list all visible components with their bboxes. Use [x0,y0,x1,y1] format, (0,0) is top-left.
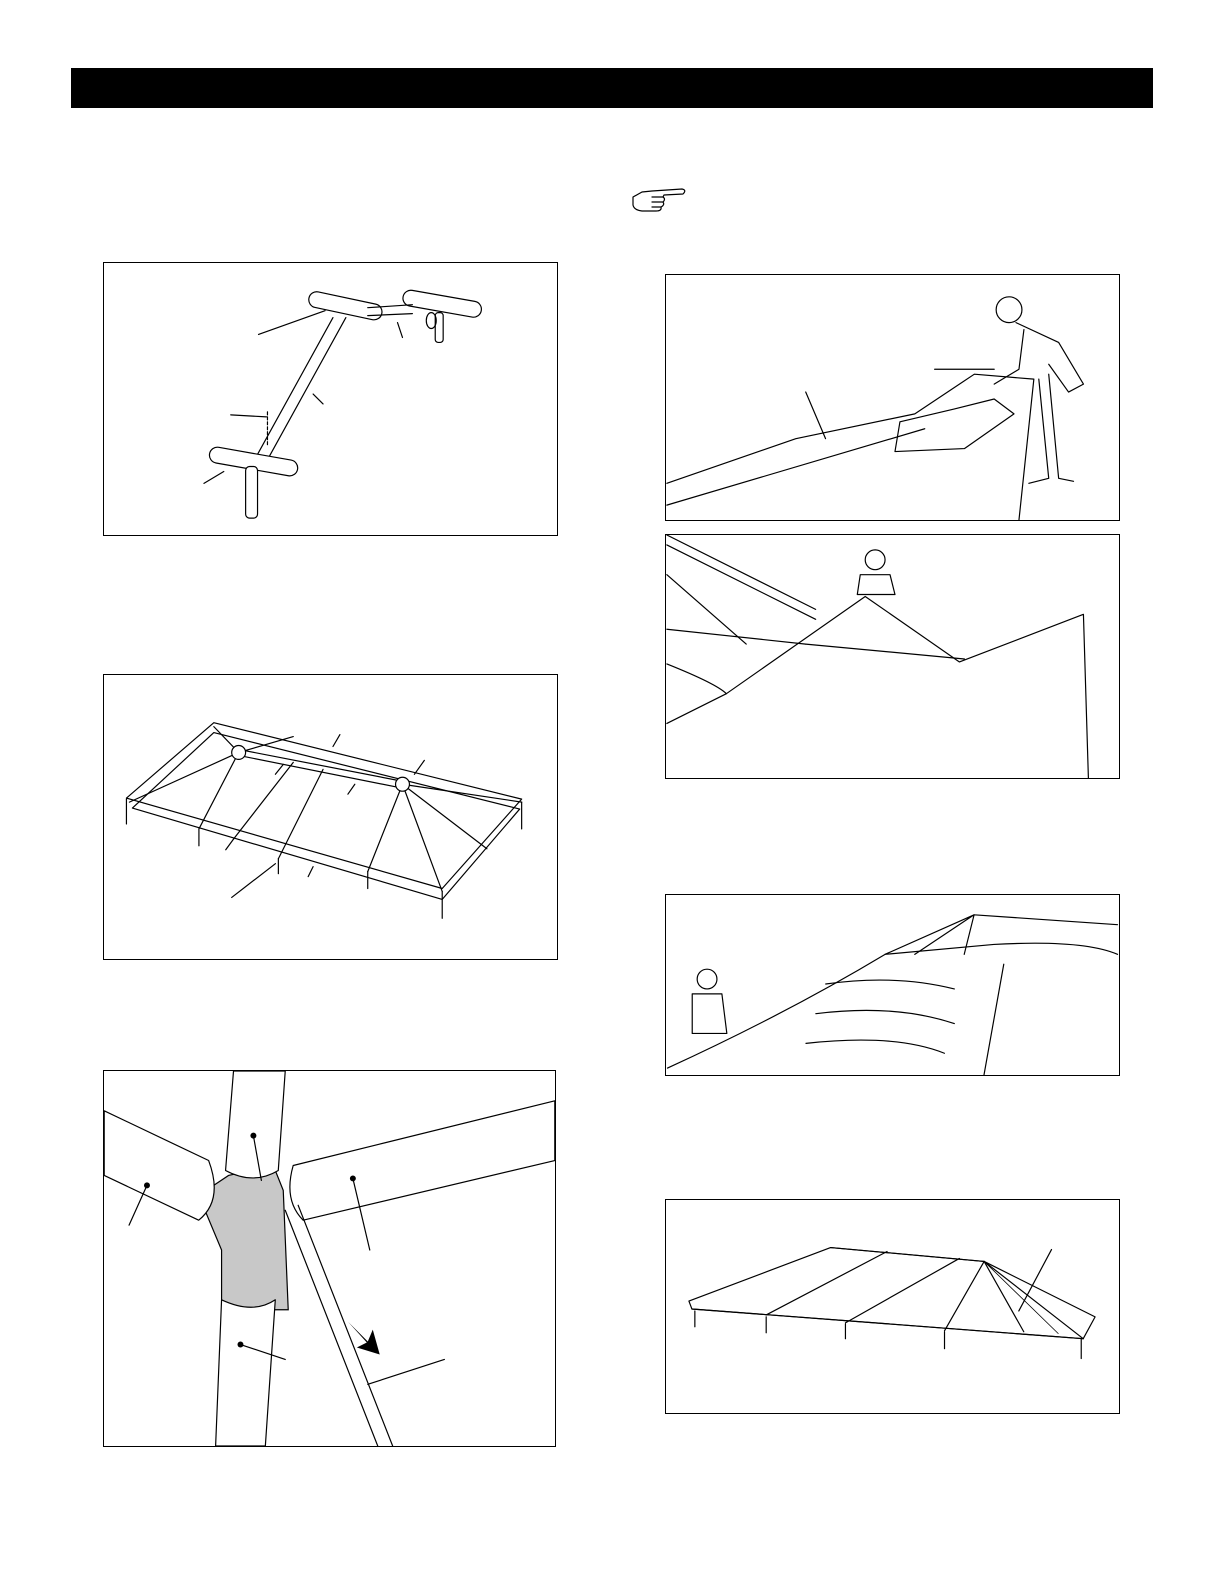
figure-spread-top [665,894,1120,1076]
figure-frame-assembly [103,674,558,960]
pointing-hand-icon [630,183,688,215]
figure-unfold-top [665,274,1120,521]
figure-rafter-assembly [103,262,558,536]
header-bar [71,68,1153,108]
figure-pull-top-over-frame [665,534,1120,779]
figure-finished-canopy [665,1199,1120,1414]
figure-fitting-closeup [103,1070,556,1447]
